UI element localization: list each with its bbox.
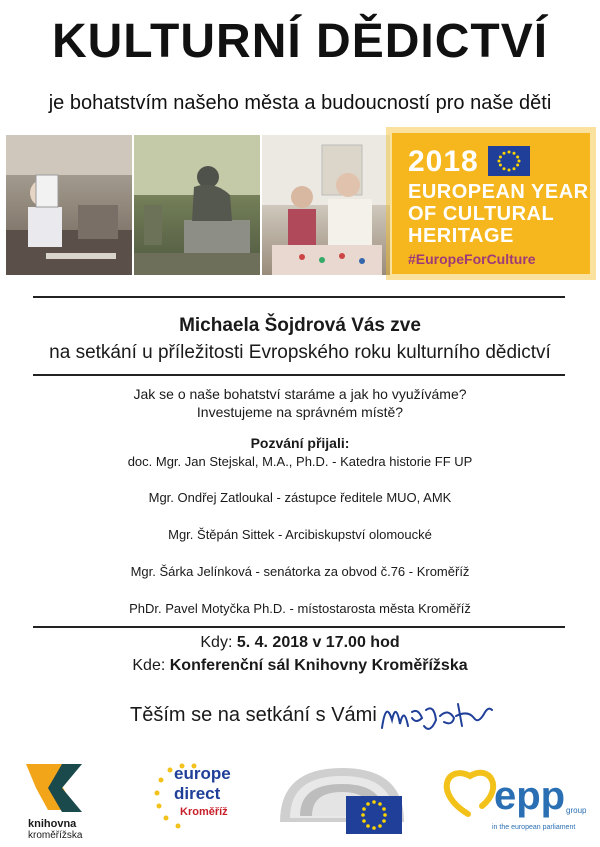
where-value: Konferenční sál Knihovny Kroměřížska	[169, 657, 468, 674]
poster-subtitle: je bohatstvím našeho města a budoucností pro naše děti	[48, 92, 552, 114]
closing-line: Těším se na setkání s Vámi	[130, 704, 377, 726]
divider-middle	[33, 374, 565, 376]
epp-subtitle: in the european parliament	[492, 824, 576, 831]
banner-text	[408, 181, 589, 247]
eu-flag-icon	[488, 146, 530, 176]
photo-folk-embroidery	[262, 135, 390, 275]
guest-5: PhDr. Pavel Motyčka Ph.D. - místostarosta města Kroměříž	[129, 601, 471, 616]
guest-1: doc. Mgr. Jan Stejskal, M.A., Ph.D. - Katedra historie FF UP	[127, 454, 473, 469]
banner-line-2: OF CULTURAL	[408, 203, 555, 225]
question-2: Investujeme na správném místě?	[196, 404, 404, 420]
european-year-banner	[392, 133, 590, 274]
inviter-line: Michaela Šojdrová Vás zve	[179, 315, 421, 336]
banner-hashtag: #EuropeForCulture	[408, 251, 536, 267]
when-value: 5. 4. 2018 v 17.00 hod	[236, 634, 400, 651]
poster-title: KULTURNÍ DĚDICTVÍ	[51, 15, 549, 68]
european-parliament-logo	[276, 762, 408, 834]
occasion-line: na setkání u příležitosti Evropského roku kulturního dědictví	[49, 342, 551, 363]
banner-line-3: HERITAGE	[408, 225, 514, 247]
divider-bottom	[33, 626, 565, 628]
accepted-label: Pozvání přijali:	[250, 435, 350, 451]
guest-3: Mgr. Štěpán Sittek - Arcibiskupství olomoucké	[168, 527, 432, 542]
library-line-1: knihovna	[28, 818, 77, 830]
guest-4: Mgr. Šárka Jelínková - senátorka za obvod č.76 - Kroměříž	[130, 564, 470, 579]
divider-top	[33, 296, 565, 298]
guest-2: Mgr. Ondřej Zatloukal - zástupce ředitele MUO, AMK	[148, 490, 452, 505]
europe-direct-city: Kroměříž	[180, 806, 228, 818]
when-label: Kdy:	[200, 634, 233, 651]
library-line-2: kroměřížska	[28, 830, 83, 841]
europe-direct-line-2: direct	[174, 784, 221, 803]
library-logo	[22, 762, 112, 842]
question-1: Jak se o naše bohatství staráme a jak ho využíváme?	[133, 386, 467, 402]
where-label: Kde:	[132, 657, 166, 674]
epp-wordmark: epp	[494, 774, 566, 818]
signature-image	[378, 690, 496, 740]
europe-direct-line-1: europe	[174, 764, 231, 783]
banner-year: 2018	[408, 145, 479, 178]
photo-reading-cafe	[6, 135, 132, 275]
europe-direct-logo	[152, 760, 242, 836]
event-where	[0, 657, 600, 675]
photo-thinker-statue	[134, 135, 260, 275]
epp-group-label: group	[566, 806, 587, 815]
photo-strip	[6, 135, 390, 275]
banner-line-1: EUROPEAN YEAR	[408, 181, 589, 203]
event-when	[0, 634, 600, 652]
epp-group-logo	[438, 762, 588, 838]
